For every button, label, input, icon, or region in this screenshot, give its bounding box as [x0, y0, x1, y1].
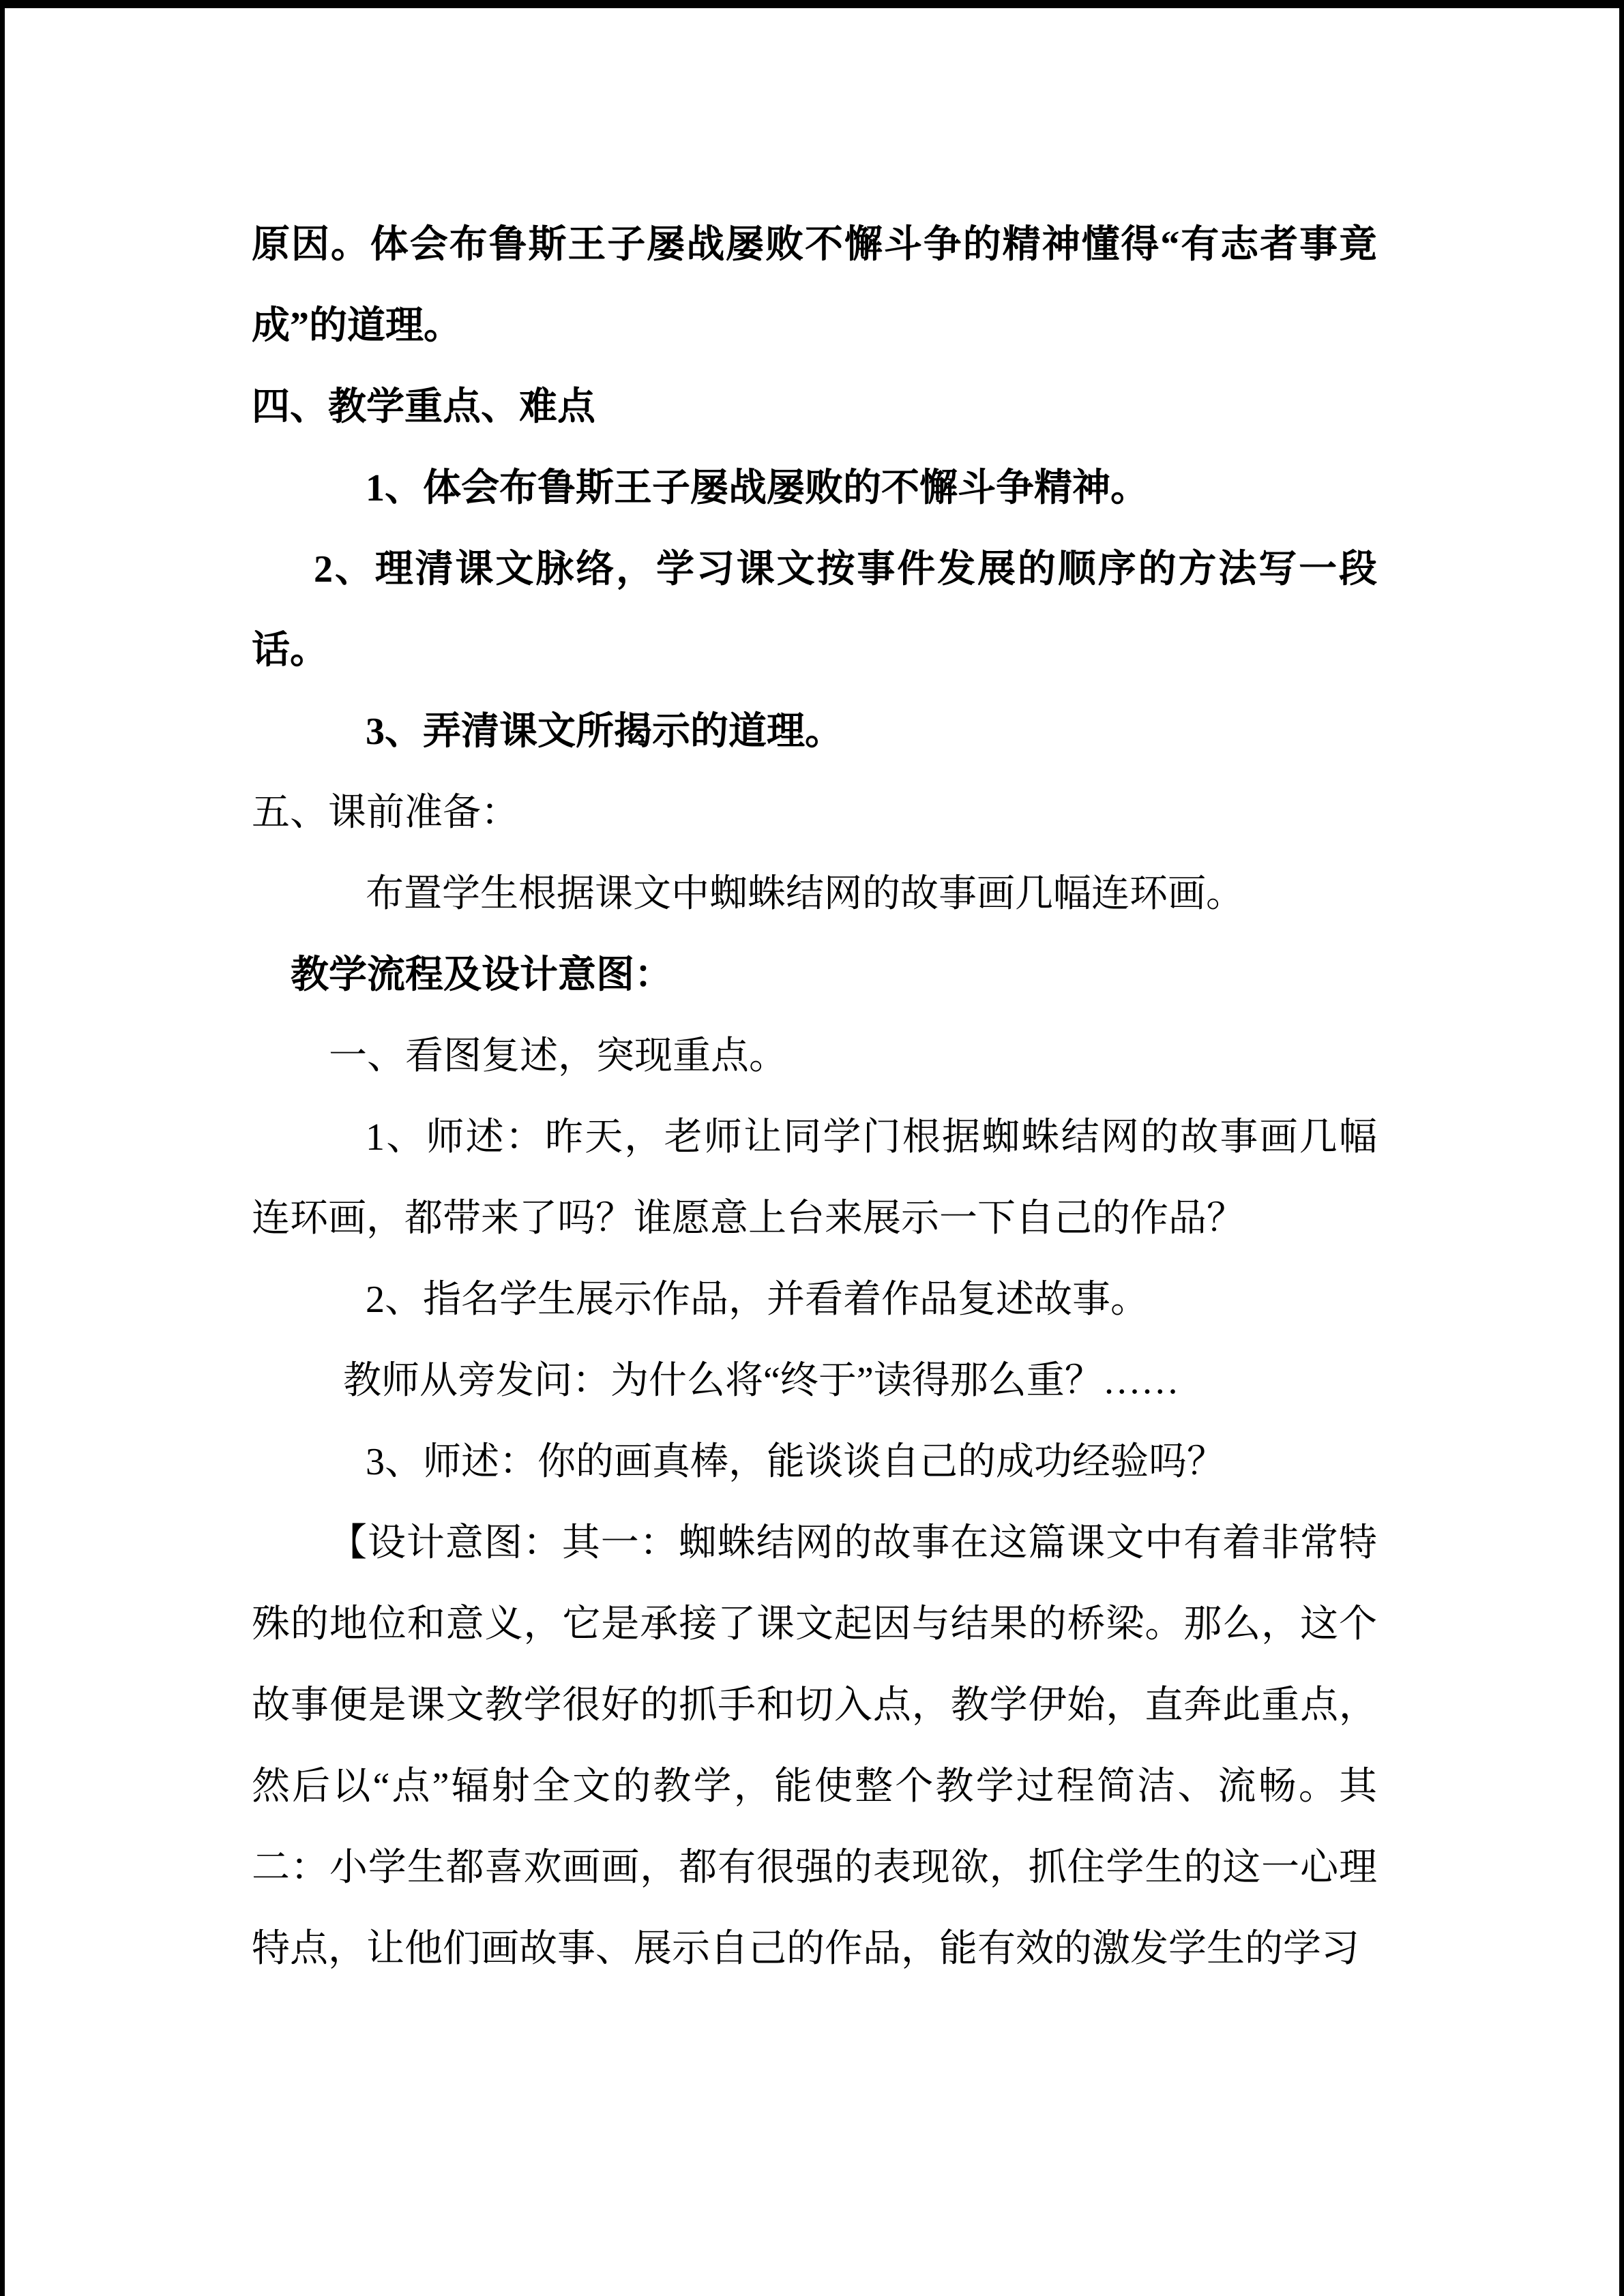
para-prep-task: 布置学生根据课文中蜘蛛结网的故事画几幅连环画。 — [366, 873, 1244, 915]
list-item-3: 3、弄清课文所揭示的道理。 — [366, 711, 843, 753]
para-step-3: 3、师述：你的画真棒，能谈谈自己的成功经验吗？ — [366, 1441, 1225, 1483]
para-design-intent: 【设计意图：其一：蜘蛛结网的故事在这篇课文中有着非常特殊的地位和意义，它是承接了课文起因与结果的桥梁。那么，这个故事便是课文教学很好的抓手和切入点，教学伊始，直奔此重点，然后以“点”辐射全文的教学，能使整个教学过程简洁、流畅。其二：小学生都喜欢画画，都有很强的表现欲，抓住学生的这一心理特点，让他们画故事、展示自己的作品，能有效的激发学生的学习 — [252, 1522, 1377, 1970]
list-item-2: 2、理清课文脉络，学习课文按事件发展的顺序的方法写一段话。 — [252, 548, 1377, 672]
para-step-2: 2、指名学生展示作品，并看着作品复述故事。 — [366, 1279, 1149, 1321]
para-continuation: 原因。体会布鲁斯王子屡战屡败不懈斗争的精神懂得“有志者事竟成”的道理。 — [252, 224, 1377, 347]
heading-pre-class-prep: 五、课前准备： — [252, 792, 519, 834]
para-section-1: 一、看图复述，突现重点。 — [329, 1035, 787, 1077]
para-teacher-question: 教师从旁发问：为什么将“终于”读得那么重？…… — [343, 1360, 1179, 1402]
list-item-1: 1、体会布鲁斯王子屡战屡败的不懈斗争精神。 — [366, 467, 1149, 509]
heading-teaching-key-points: 四、教学重点、难点 — [252, 386, 595, 428]
heading-teaching-process: 教学流程及设计意图： — [291, 954, 673, 996]
para-step-1: 1、师述：昨天，老师让同学门根据蜘蛛结网的故事画几幅连环画，都带来了吗？谁愿意上台来展示一下自己的作品？ — [252, 1116, 1377, 1240]
